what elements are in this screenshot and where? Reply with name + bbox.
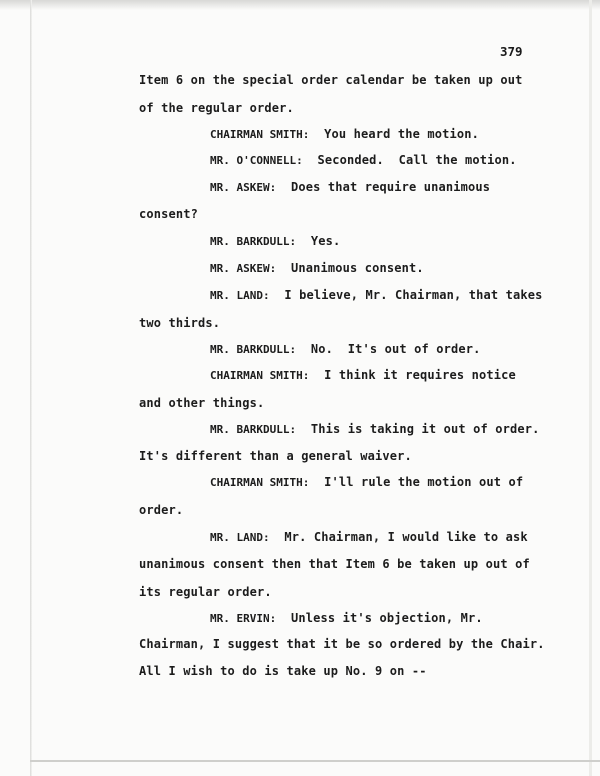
transcript-line [139, 449, 412, 463]
line-text: Chairman, I suggest that it be so ordered by the Chair. [139, 637, 545, 651]
speaker-name: MR. O'CONNELL: [210, 154, 303, 167]
transcript-line [210, 234, 340, 248]
transcript-line [210, 475, 523, 489]
transcript-line [210, 180, 490, 194]
speaker-name: CHAIRMAN SMITH: [210, 369, 310, 382]
scan-left-edge [30, 0, 32, 776]
transcript-line [139, 637, 545, 651]
line-text: I'll rule the motion out of [324, 475, 524, 489]
line-text: of the regular order. [139, 101, 294, 115]
transcript-line [210, 127, 479, 141]
speaker-name: MR. LAND: [210, 289, 270, 302]
line-text: You heard the motion. [324, 127, 479, 141]
transcript-line [210, 153, 517, 167]
line-text: Seconded. Call the motion. [317, 153, 517, 167]
transcript-line [139, 585, 272, 599]
transcript-line [139, 316, 220, 330]
line-text: Mr. Chairman, I would like to ask [284, 530, 528, 544]
line-text: unanimous consent then that Item 6 be taken up out of [139, 557, 530, 571]
transcript-line [139, 73, 522, 87]
transcript-line [210, 611, 483, 625]
transcript-line [210, 342, 480, 356]
line-text: consent? [139, 207, 198, 221]
transcript-line [139, 207, 198, 221]
transcript-line [210, 530, 528, 544]
speaker-name: MR. ASKEW: [210, 262, 277, 275]
line-text: Yes. [310, 234, 341, 248]
speaker-name: MR. ERVIN: [210, 612, 277, 625]
scan-top-shadow [0, 0, 600, 10]
line-text: I believe, Mr. Chairman, that takes [284, 288, 543, 302]
line-text: its regular order. [139, 585, 272, 599]
speaker-name: CHAIRMAN SMITH: [210, 128, 310, 141]
line-text: and other things. [139, 396, 265, 410]
transcript-line [139, 101, 294, 115]
transcript-line [210, 261, 424, 275]
line-text: Unless it's objection, Mr. [290, 611, 483, 625]
speaker-name: MR. ASKEW: [210, 181, 277, 194]
line-text: order. [139, 503, 184, 517]
transcript-line [139, 503, 183, 517]
speaker-name: MR. BARKDULL: [210, 343, 297, 356]
transcript-line [139, 396, 264, 410]
transcript-line [210, 288, 542, 302]
transcript-line [139, 664, 427, 678]
line-text: No. It's out of order. [310, 342, 481, 356]
speaker-name: MR. BARKDULL: [210, 235, 297, 248]
line-text: two thirds. [139, 316, 221, 330]
speaker-name: MR. BARKDULL: [210, 423, 297, 436]
line-text: Does that require unanimous [290, 180, 491, 194]
line-text: All I wish to do is take up No. 9 on -- [139, 664, 427, 678]
scan-bottom-edge [30, 760, 600, 762]
line-text: Item 6 on the special order calendar be taken up out [139, 73, 523, 87]
line-text: This is taking it out of order. [310, 422, 540, 436]
line-text: It's different than a general waiver. [139, 449, 412, 463]
transcript-line [210, 422, 539, 436]
speaker-name: CHAIRMAN SMITH: [210, 476, 310, 489]
transcript-line [210, 368, 516, 382]
scan-right-edge [589, 0, 592, 776]
line-text: Unanimous consent. [290, 261, 424, 275]
page-number: 379 [500, 44, 523, 59]
transcript-line [139, 557, 530, 571]
speaker-name: MR. LAND: [210, 531, 270, 544]
line-text: I think it requires notice [324, 368, 516, 382]
